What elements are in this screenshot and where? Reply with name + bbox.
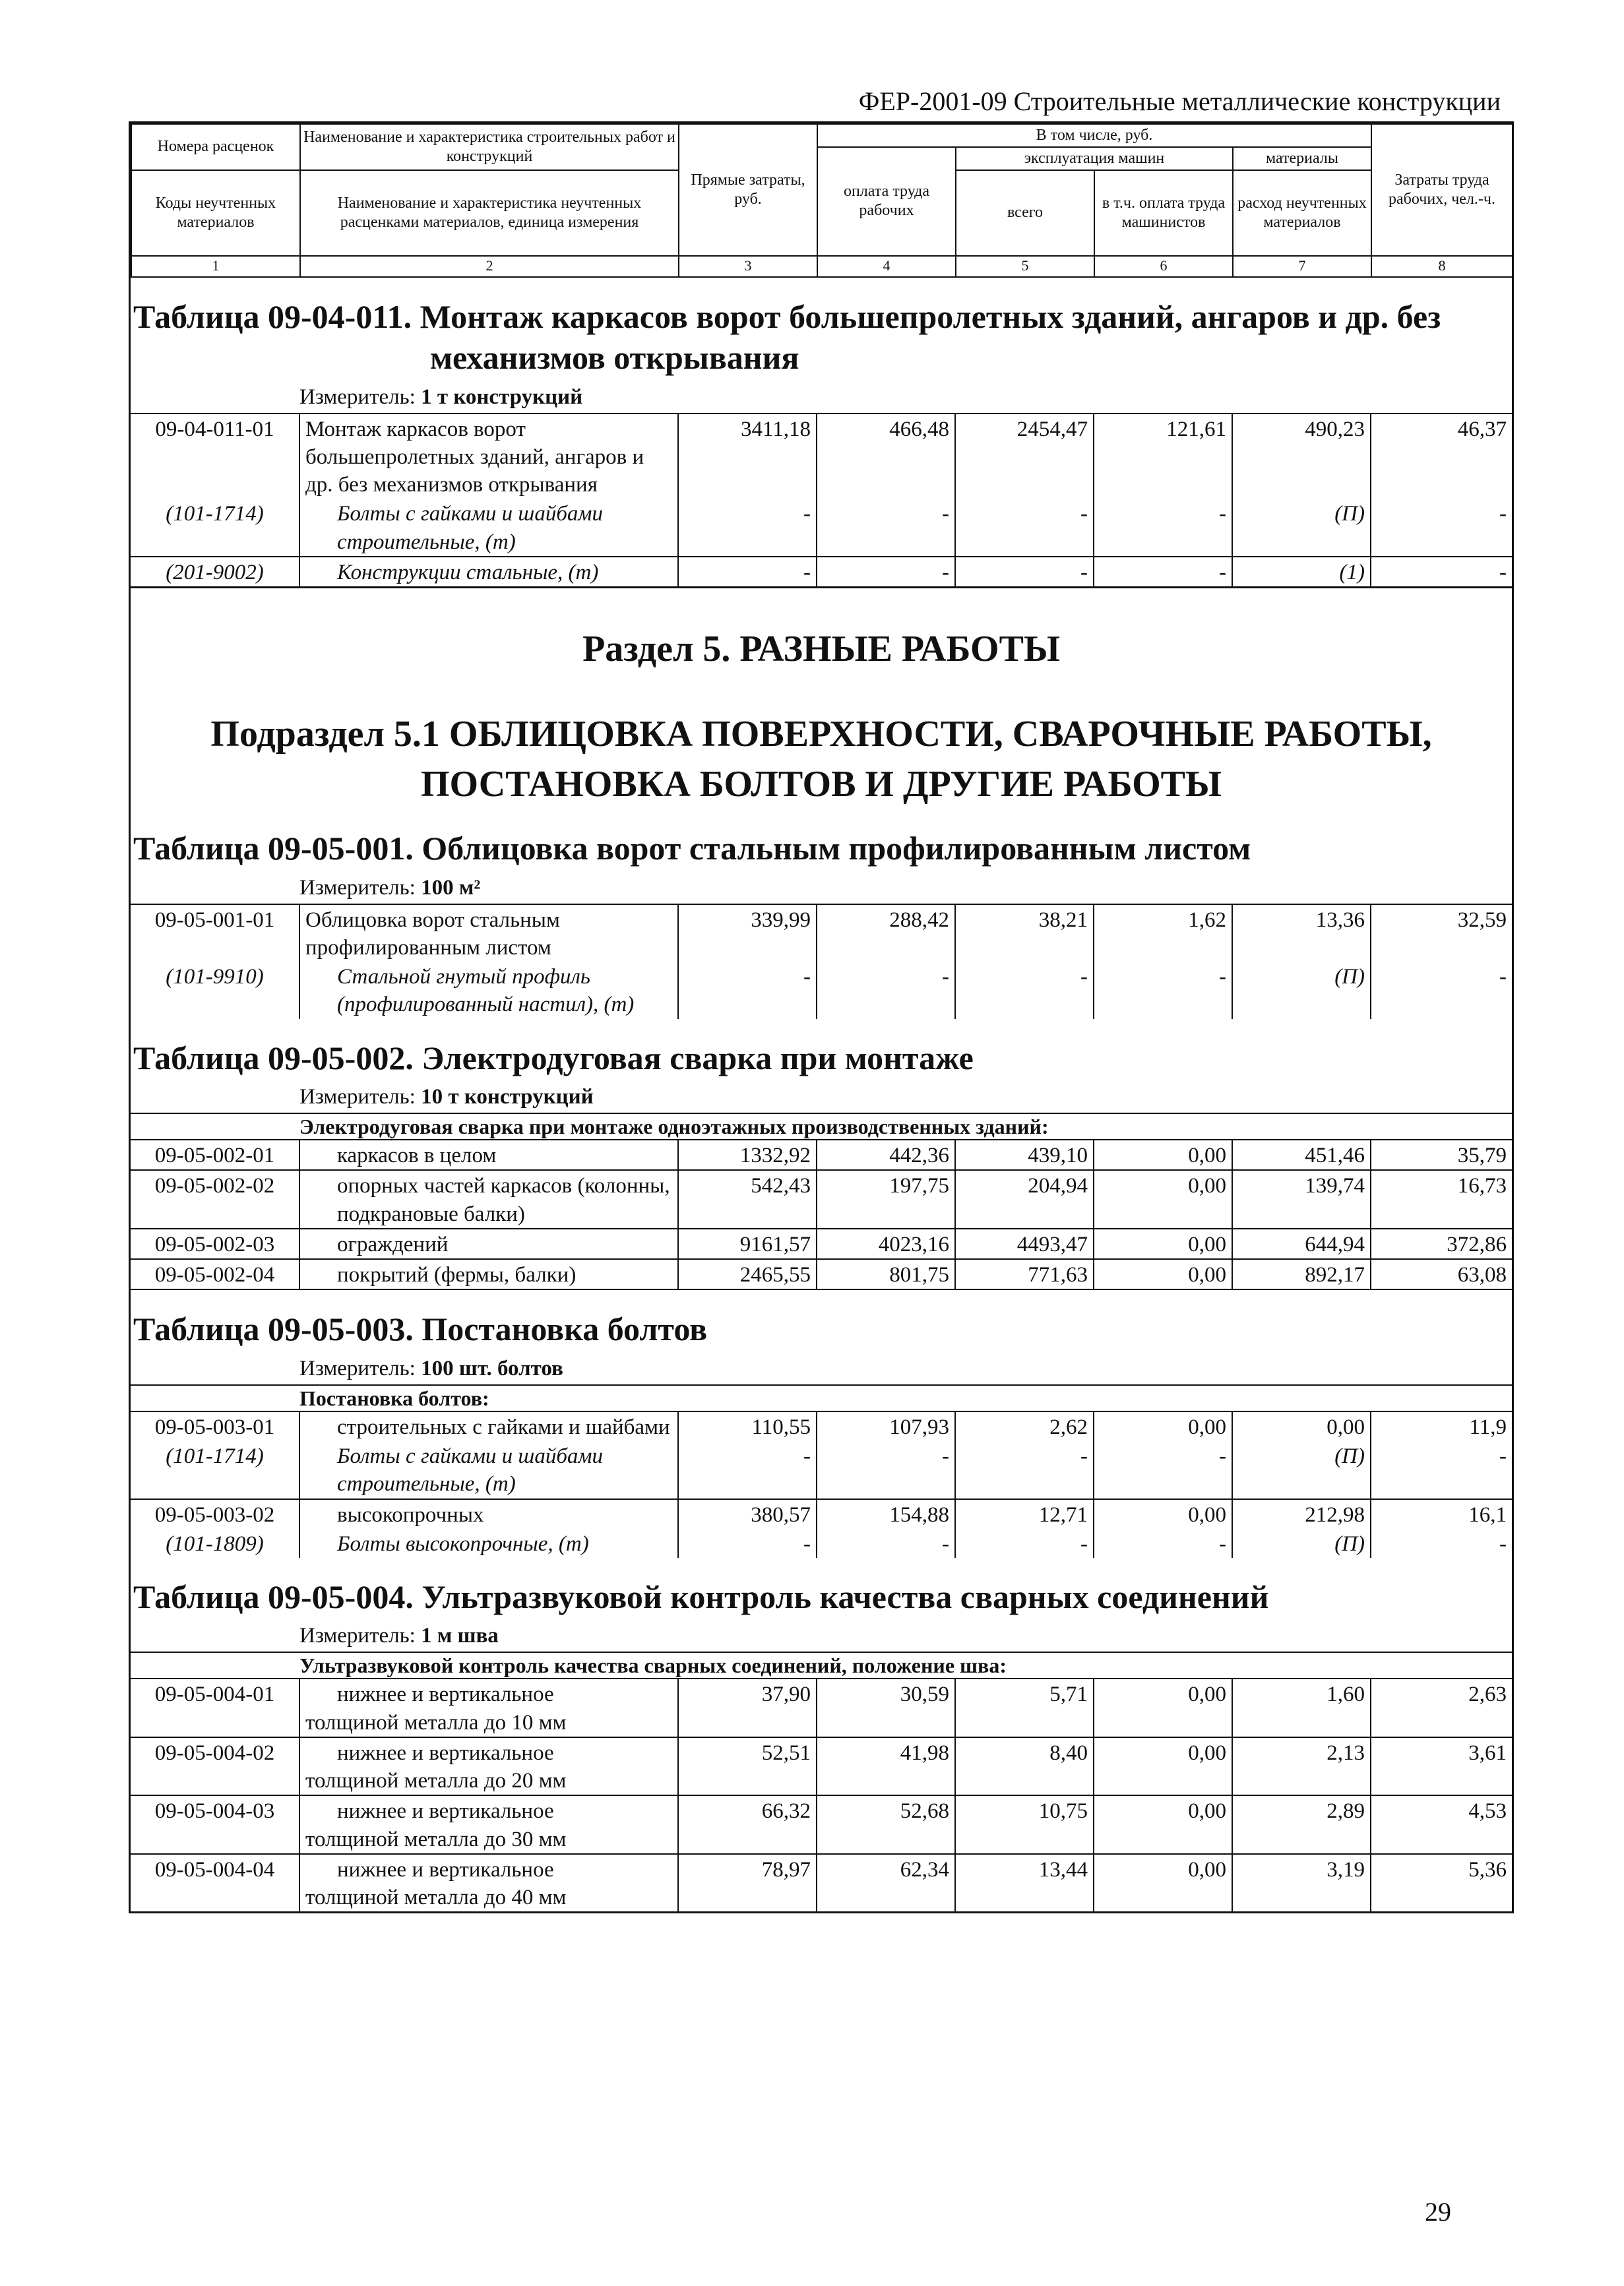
document-page [129, 86, 1514, 1913]
table-row: (201-9002) Конструкции стальные, (т) - - - - (1) - [131, 557, 1512, 586]
header-machines: эксплуатация машин [956, 147, 1233, 170]
header-material-codes: Коды неучтенных материалов [131, 170, 300, 256]
header-labor-pay: оплата труда рабочих [817, 147, 956, 256]
table-row: 09-05-002-04 покрытий (фермы, балки) 2465,55 801,75 771,63 0,00 892,17 63,08 [131, 1259, 1512, 1289]
column-header-table [131, 123, 1513, 278]
table-row: 09-05-003-02 высокопрочных 380,57 154,88 12,71 0,00 212,98 16,1 [131, 1499, 1512, 1529]
measure-unit: Измеритель: 100 шт. болтов [299, 1356, 563, 1380]
header-machines-labor: в т.ч. оплата труда машинистов [1094, 170, 1233, 256]
rates-table [131, 1679, 1512, 1911]
table-row: (101-1714) Болты с гайками и шайбами строительные, (т) - - - - (П) - [131, 1441, 1512, 1498]
header-materials-consumption: расход неучтенных материалов [1233, 170, 1371, 256]
section-title: Раздел 5. РАЗНЫЕ РАБОТЫ [131, 586, 1512, 670]
header-number: 2 [300, 256, 679, 277]
header-number: 6 [1094, 256, 1233, 277]
rates-table [131, 1412, 1512, 1558]
table-title: Таблица 09-05-002. Электродуговая сварка при монтаже [133, 1039, 974, 1076]
header-number: 1 [131, 256, 300, 277]
header-direct-cost: Прямые затраты, руб. [679, 124, 817, 256]
measure-unit: Измеритель: 100 м² [299, 875, 481, 900]
table-row: 09-05-004-02 нижнее и вертикальное толщиной металла до 20 мм 52,51 41,98 8,40 0,00 2,13 3,61 [131, 1737, 1512, 1795]
group-heading: Электродуговая сварка при монтаже одноэтажных производственных зданий: [131, 1113, 1512, 1140]
table-row: 09-05-002-03 ограждений 9161,57 4023,16 4493,47 0,00 644,94 372,86 [131, 1229, 1512, 1259]
header-number: 8 [1371, 256, 1513, 277]
header-work-name: Наименование и характеристика строительных работ и конструкций [300, 124, 679, 170]
table-row: 09-05-002-01 каркасов в целом 1332,92 442,36 439,10 0,00 451,46 35,79 [131, 1140, 1512, 1170]
table-row: (101-1714) Болты с гайками и шайбами строительные, (т) - - - - (П) - [131, 499, 1512, 556]
table-row: 09-05-002-02 опорных частей каркасов (колонны, подкрановые балки) 542,43 197,75 204,94 0,00 139,74 16,73 [131, 1170, 1512, 1228]
table-row: 09-05-003-01 строительных с гайками и шайбами 110,55 107,93 2,62 0,00 0,00 11,9 [131, 1412, 1512, 1441]
table-row: (101-9910) Стальной гнутый профиль (профилированный настил), (т) - - - - (П) - [131, 962, 1512, 1018]
header-machines-total: всего [956, 170, 1094, 256]
rates-table [131, 1140, 1512, 1289]
table-row: 09-05-004-03 нижнее и вертикальное толщиной металла до 30 мм 66,32 52,68 10,75 0,00 2,89 4,53 [131, 1795, 1512, 1853]
header-including: В том числе, руб. [817, 124, 1371, 147]
table-title: Таблица 09-05-003. Постановка болтов [131, 1289, 1512, 1350]
measure-unit: Измеритель: 10 т конструкций [299, 1085, 594, 1109]
header-materials: материалы [1233, 147, 1371, 170]
table-row: 09-04-011-01 Монтаж каркасов ворот большепролетных зданий, ангаров и др. без механизмов открывания 3411,18 466,48 2454,47 121,61 490,23 46,37 [131, 414, 1512, 499]
table-title [131, 278, 1512, 379]
header-number: 3 [679, 256, 817, 277]
table-title: Таблица 09-05-004. Ультразвуковой контроль качества сварных соединений [133, 1578, 1269, 1615]
rates-table [131, 904, 1512, 1019]
subsection-title: Подраздел 5.1 ОБЛИЦОВКА ПОВЕРХНОСТИ, СВАРОЧНЫЕ РАБОТЫ, ПОСТАНОВКА БОЛТОВ И ДРУГИЕ РАБОТЫ [210, 714, 1432, 805]
header-rate-number: Номера расценок [131, 124, 300, 170]
table-row: 09-05-004-04 нижнее и вертикальное толщиной металла до 40 мм 78,97 62,34 13,44 0,00 3,19 5,36 [131, 1854, 1512, 1911]
header-number: 4 [817, 256, 956, 277]
measure-unit: Измеритель: 1 м шва [299, 1624, 499, 1648]
group-heading: Ультразвуковой контроль качества сварных соединений, положение шва: [131, 1652, 1512, 1679]
table-title: Таблица 09-05-001. Облицовка ворот стальным профилированным листом [133, 830, 1251, 867]
table-row: 09-05-004-01 нижнее и вертикальное толщиной металла до 10 мм 37,90 30,59 5,71 0,00 1,60 2,63 [131, 1679, 1512, 1737]
page-number: 29 [1425, 2197, 1451, 2227]
measure-unit: Измеритель: 1 т конструкций [299, 385, 583, 409]
header-material-names: Наименование и характеристика неучтенных расценками материалов, единица измерения [300, 170, 679, 256]
running-head: ФЕР-2001-09 Строительные металлические конструкции [129, 86, 1514, 123]
header-number: 7 [1233, 256, 1371, 277]
header-number: 5 [956, 256, 1094, 277]
table-row: (101-1809) Болты высокопрочные, (т) - - - - (П) - [131, 1529, 1512, 1558]
document-frame [129, 123, 1514, 1913]
group-heading: Постановка болтов: [131, 1384, 1512, 1412]
header-labor-cost: Затраты труда рабочих, чел.-ч. [1371, 124, 1513, 256]
table-row: 09-05-001-01 Облицовка ворот стальным профилированным листом 339,99 288,42 38,21 1,62 13,36 32,59 [131, 904, 1512, 962]
rates-table [131, 413, 1512, 586]
table-title-line: механизмов открывания [430, 339, 799, 377]
table-title-line: Таблица 09-04-011. Монтаж каркасов ворот большепролетных зданий, ангаров и др. без [133, 297, 1441, 335]
